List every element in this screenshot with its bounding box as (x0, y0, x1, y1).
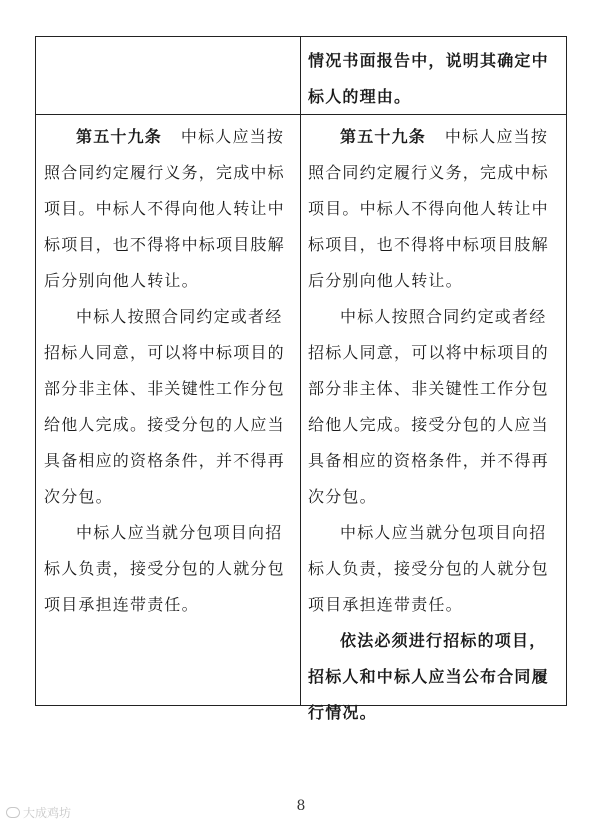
watermark (6, 804, 71, 821)
right-column-cell (308, 119, 558, 731)
left-paragraph-2: 中标人按照合同约定或者经招标人同意，可以将中标项目的部分非主体、非关键性工作分包给他人完成。接受分包的人应当具备相应的资格条件，并不得再次分包。 (44, 307, 285, 506)
left-paragraph-1-text: 中标人应当按照合同约定履行义务，完成中标项目。中标人不得向他人转让中标项目，也不得将中标项目肢解后分别向他人转让。 (44, 127, 285, 290)
watermark-text: 大成鸡坊 (23, 806, 72, 820)
watermark-logo-icon (6, 807, 20, 818)
left-paragraph-3: 中标人应当就分包项目向招标人负责，接受分包的人就分包项目承担连带责任。 (44, 523, 285, 614)
left-column-cell (44, 119, 294, 623)
right-paragraph-1-text: 中标人应当按照合同约定履行义务，完成中标项目。中标人不得向他人转让中标项目，也不得将中标项目肢解后分别向他人转让。 (308, 127, 549, 290)
left-paragraph-1 (44, 119, 294, 299)
right-article-label: 第五十九条 (340, 127, 427, 146)
column-divider (300, 37, 301, 705)
right-paragraph-4: 依法必须进行招标的项目，招标人和中标人应当公布合同履行情况。 (308, 631, 549, 722)
top-right-cell (308, 43, 558, 115)
comparison-table (35, 36, 567, 722)
right-paragraph-2: 中标人按照合同约定或者经招标人同意，可以将中标项目的部分非主体、非关键性工作分包给他人完成。接受分包的人应当具备相应的资格条件，并不得再次分包。 (308, 307, 549, 506)
top-right-text: 情况书面报告中，说明其确定中标人的理由。 (308, 51, 549, 106)
left-article-label: 第五十九条 (76, 127, 163, 146)
right-paragraph-1 (308, 119, 558, 299)
page-number: 8 (296, 798, 306, 814)
right-paragraph-3: 中标人应当就分包项目向招标人负责，接受分包的人就分包项目承担连带责任。 (308, 523, 549, 614)
